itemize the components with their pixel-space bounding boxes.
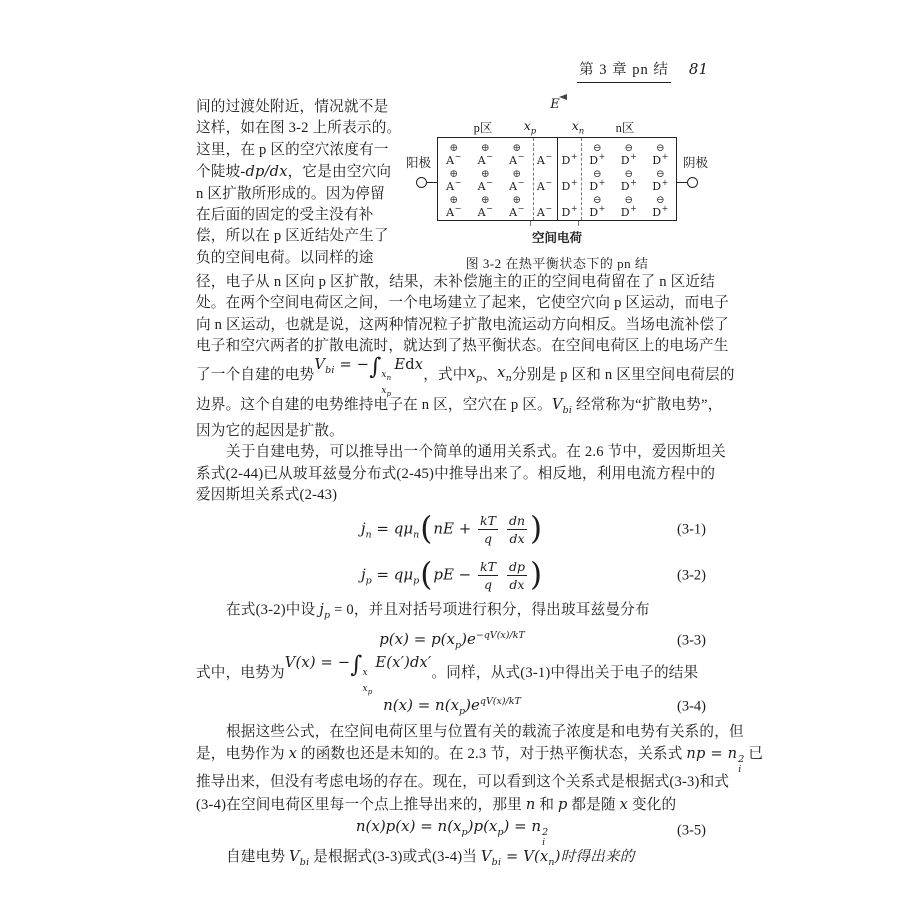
donor-ion: D+	[652, 151, 669, 167]
equation-number: (3-4)	[677, 698, 706, 715]
acceptor-ion: A−	[477, 178, 493, 193]
donor-ion: D+	[652, 178, 669, 193]
text-line: 这里，在 p 区的空穴浓度有一	[196, 141, 389, 158]
text-line: 根据这些公式，在空间电荷区里与位置有关的载流子浓度是和电势有关系的，但	[226, 723, 744, 740]
vbi-integral-formula: $V_{bi}$ = −∫ $x_n$ $x_p$ Edx	[314, 353, 424, 398]
depletion-tick-left	[530, 221, 531, 226]
page-content	[196, 58, 764, 873]
anode-circle-icon	[416, 177, 427, 188]
donor-ion: D+	[652, 204, 669, 220]
acceptor-ion: A−	[536, 178, 553, 193]
cathode-wire	[677, 182, 687, 183]
p-region-label: p区	[473, 121, 493, 135]
kT-over-q: $\frac{kT}{q}$	[480, 513, 496, 547]
top-block	[196, 97, 708, 272]
text-line: 在式(3-2)中设 $j_p = 0$，并且对括号项进行积分，得出玻耳兹曼分布	[226, 600, 650, 621]
ni-squared: 2 i	[738, 754, 745, 775]
equation-3-4-formula: $n(x) = n(x_p)e^{qV(x)/kT}$	[383, 696, 521, 718]
donor-ion: D+	[589, 151, 606, 167]
hole-icon: ⊕	[512, 168, 522, 180]
vbi-inline: $V_{bi}$	[289, 848, 310, 868]
text-line: 这样，如在图 3-2 上所表示的。	[196, 120, 402, 137]
acceptor-ion: A−	[477, 151, 493, 167]
acceptor-ion: A−	[509, 151, 525, 167]
text-line: 爱因斯坦关系式(2-43)	[196, 487, 338, 504]
np-product-inline: np = n 2 i	[686, 745, 745, 775]
text-line: 关于自建电势，可以推导出一个简单的通用关系式。在 2.6 节中，爱因斯坦关	[226, 444, 726, 461]
donor-ion: D+	[620, 178, 637, 193]
hole-icon: ⊕	[449, 142, 459, 154]
cathode-lead	[677, 177, 698, 188]
page-number: 81	[688, 60, 708, 78]
electron-icon: ⊖	[655, 142, 665, 154]
kT-over-q: $\frac{kT}{q}$	[480, 559, 496, 593]
equation-3-3-formula: $p(x) = p(x_p)e^{-qV(x)/kT}$	[379, 630, 525, 652]
electron-icon: ⊖	[624, 142, 634, 154]
equation-3-5-formula: $n(x)p(x) = n(x_p)p(x_p) = n$ 2 i	[355, 817, 549, 848]
hole-icon: ⊕	[480, 142, 490, 154]
ni-squared: 2 i	[542, 827, 549, 848]
integral-limits: x $x_p$	[362, 667, 373, 696]
anode-wire	[427, 182, 437, 183]
equation-3-3	[196, 626, 708, 656]
integral-limits: $x_n$ $x_p$	[381, 369, 392, 398]
acceptor-ion: A−	[446, 178, 462, 193]
acceptor-ion: A−	[477, 204, 493, 220]
cathode-circle-icon	[687, 177, 698, 188]
jp-inline: $j_p$	[319, 600, 331, 621]
hole-icon: ⊕	[512, 142, 522, 154]
equation-number: (3-1)	[677, 521, 706, 538]
anode-terminal	[404, 137, 437, 221]
space-charge-label: 空间电荷	[531, 231, 582, 245]
electron-icon: ⊖	[624, 194, 634, 206]
dn-over-dx: $\frac{dn}{dx}$	[508, 513, 526, 547]
text-line: 径，电子从 n 区向 p 区扩散，结果，未补偿施主的正的空间电荷留在了 n 区近结	[196, 274, 715, 290]
text-line: 间的过渡处附近，情况就不是	[196, 99, 389, 115]
acceptor-ion: A−	[536, 151, 553, 167]
potential-definition-line: 式中，电势为 V(x) = −∫ x $x_p$ E(x′)dx′ 。同样，从式(3-1)中得出关于电子的结果	[196, 651, 699, 696]
hole-icon: ⊕	[480, 194, 490, 206]
donor-ion: D+	[561, 204, 578, 220]
hole-icon: ⊕	[449, 168, 459, 180]
electron-icon: ⊖	[655, 168, 665, 180]
cathode-terminal	[677, 137, 710, 221]
equation-3-5	[196, 816, 708, 846]
equation-3-4	[196, 692, 708, 722]
gradient-formula: dp/dx	[245, 163, 288, 181]
hole-icon: ⊕	[512, 194, 522, 206]
anode-label: 阳极	[406, 156, 432, 170]
donor-ion: D+	[561, 178, 578, 193]
text-line: 是，电势作为 x 的函数也还是未知的。在 2.3 节，对于热平衡状态，关系式 np = n 2 i 已	[196, 745, 764, 775]
page-header	[196, 58, 708, 83]
equation-number: (3-3)	[677, 632, 706, 649]
text-line: 处。在两个空间电荷区之间，一个电场建立了起来，它使空穴向 p 区运动，而电子	[196, 295, 729, 312]
text-line: (3-4)在空间电荷区里每一个点上推导出来的，那里 n 和 p 都是随 x 变化的	[196, 795, 677, 813]
text-line: 偿，所以在 p 区近结处产生了	[196, 228, 389, 245]
left-text-column	[196, 97, 402, 272]
figure-3-2	[402, 97, 710, 272]
text-line: 自建电势 $V_{bi}$ 是根据式(3-3)或式(3-4)当 $V_{bi} = V(x_n)$时得出来的	[226, 848, 635, 868]
text-line: 推导出来，但没有考虑电场的存在。现在，可以看到这个关系式是根据式(3-3)和式	[196, 774, 730, 791]
electron-icon: ⊖	[624, 168, 634, 180]
cathode-label: 阴极	[682, 156, 708, 170]
electron-icon: ⊖	[655, 194, 665, 206]
junction-diagram	[404, 137, 710, 221]
electron-icon: ⊖	[592, 168, 602, 180]
xn-label: $x_n$	[571, 117, 585, 136]
n-half	[558, 138, 677, 220]
vbi-equals-vxn: $V_{bi} = V(x_n)$时得出来的	[480, 848, 635, 868]
donor-ion: D+	[620, 204, 637, 220]
electron-icon: ⊖	[592, 142, 602, 154]
donor-ion: D+	[561, 151, 578, 167]
vbi-definition-line: 了一个自建的电势 $V_{bi}$ = −∫ $x_n$ $x_p$ Edx ，式中 $x_p$ 、 $x_n$ 分别是 p 区和 n 区里空间电荷层的	[196, 353, 735, 398]
text-line: n 区扩散所形成的。因为停留	[196, 185, 385, 202]
equation-number: (3-5)	[677, 822, 706, 839]
vbi-inline: $V_{bi}$	[551, 395, 573, 416]
equation-number: (3-2)	[677, 567, 706, 584]
donor-ion: D+	[589, 204, 606, 220]
depletion-tick-right	[578, 221, 579, 226]
donor-ion: D+	[589, 178, 606, 193]
hole-icon: ⊕	[449, 194, 459, 206]
xn-inline: $x_n$	[497, 363, 512, 384]
vx-integral-formula: V(x) = −∫ x $x_p$ E(x′)dx′	[284, 651, 432, 696]
acceptor-ion: A−	[446, 204, 462, 220]
text-line: 系式(2-44)已从玻耳兹曼分布式(2-45)中推导出来了。相反地，利用电流方程中的	[196, 465, 716, 482]
equation-3-1-formula: $j_n = q\mu_n(nE$ + $\frac{kT}{q}$ $\frac{dn}{dx}$ )	[360, 510, 543, 548]
hole-icon: ⊕	[480, 168, 490, 180]
text-line: 边界。这个自建的电势维持电子在 n 区，空穴在 p 区。$V_{bi}$ 经常称为“扩散电势”，	[196, 395, 723, 416]
acceptor-ion: A−	[509, 178, 525, 193]
figure-caption: 图 3-2 在热平衡状态下的 pn 结	[465, 256, 649, 271]
text-line: 个陡坡-dp/dx，它是由空穴向	[196, 163, 392, 181]
xp-label: $x_p$	[523, 117, 537, 136]
electron-icon: ⊖	[592, 194, 602, 206]
dp-over-dx: $\frac{dp}{dx}$	[508, 559, 525, 593]
anode-lead	[416, 177, 437, 188]
acceptor-ion: A−	[509, 204, 525, 220]
field-label: E	[550, 97, 560, 112]
acceptor-ion: A−	[536, 204, 553, 220]
acceptor-ion: A−	[446, 151, 462, 167]
donor-ion: D+	[620, 151, 637, 167]
text-line: 电子和空穴两者的扩散电流时，就达到了热平衡状态。在空间电荷区上的电场产生	[196, 338, 729, 355]
n-region-label: n区	[615, 121, 635, 135]
equation-3-2	[196, 553, 708, 599]
figure-top-labels	[404, 97, 710, 137]
chapter-title: 第 3 章 pn 结	[577, 58, 671, 83]
text-line: 在后面的固定的受主没有补	[196, 207, 374, 224]
arrow-left-icon	[559, 94, 567, 100]
equation-3-2-formula: $j_p = q\mu_p(pE$ − $\frac{kT}{q}$ $\frac{dp}{dx}$ )	[360, 556, 543, 594]
text-line: 向 n 区运动，也就是说，这两种情况粒子扩散电流运动方向相反。当场电流补偿了	[196, 316, 729, 333]
p-half	[438, 138, 558, 220]
pn-junction-box	[437, 137, 677, 221]
text-line: 因为它的起因是扩散。	[196, 422, 344, 439]
field-arrow	[524, 97, 586, 112]
text-line: 负的空间电荷。以同样的途	[196, 249, 374, 266]
xp-inline: $x_p$	[467, 363, 483, 384]
equation-3-1	[196, 507, 708, 553]
